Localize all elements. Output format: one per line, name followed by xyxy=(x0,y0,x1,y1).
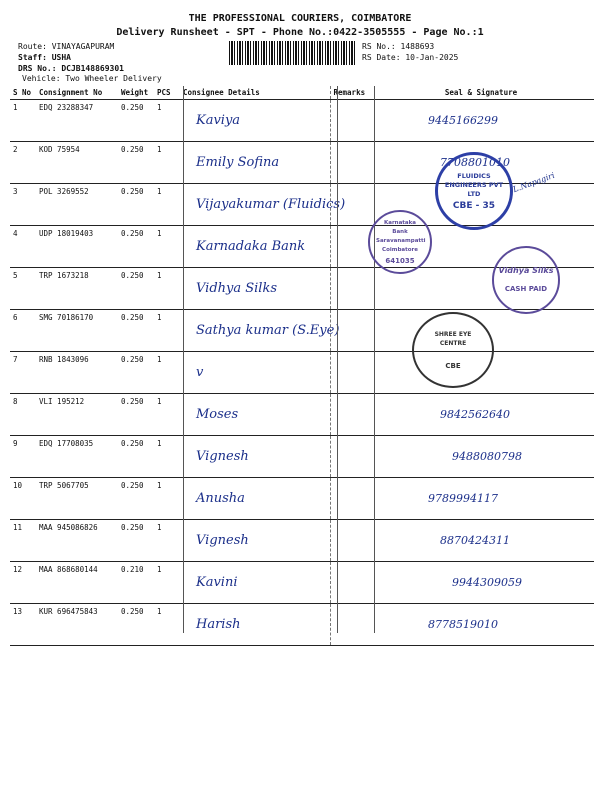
cell-remarks xyxy=(330,142,368,184)
cell-sno: 12 xyxy=(10,562,36,604)
cell-sno: 8 xyxy=(10,394,36,436)
col-header-pcs: PCS xyxy=(154,86,180,100)
cell-consignee: Vignesh xyxy=(180,520,330,562)
cell-consignee: Vidhya Silks xyxy=(180,268,330,310)
cell-weight: 0.250 xyxy=(118,310,154,352)
cell-consignment-no: UDP 18019403 xyxy=(36,226,118,268)
cell-consignee: Vignesh xyxy=(180,436,330,478)
cell-weight: 0.250 xyxy=(118,436,154,478)
cell-consignment-no: EDQ 17708035 xyxy=(36,436,118,478)
cell-remarks xyxy=(330,520,368,562)
silks-stamp-paid: CASH PAID xyxy=(504,285,548,293)
cell-signature: 9445166299 xyxy=(368,100,594,142)
cell-sno: 5 xyxy=(10,268,36,310)
cell-weight: 0.210 xyxy=(118,562,154,604)
cell-consignment-no: TRP 1673218 xyxy=(36,268,118,310)
cell-weight: 0.250 xyxy=(118,142,154,184)
bank-seal-stamp xyxy=(368,210,432,274)
cell-consignment-no: EDQ 23288347 xyxy=(36,100,118,142)
col-header-consignee: Consignee Details xyxy=(180,86,330,100)
cell-consignment-no: MAA 868680144 xyxy=(36,562,118,604)
cell-weight: 0.250 xyxy=(118,352,154,394)
cell-sno: 4 xyxy=(10,226,36,268)
cell-remarks xyxy=(330,604,368,646)
cell-sno: 1 xyxy=(10,100,36,142)
cell-pcs: 1 xyxy=(154,436,180,478)
cell-consignee: Sathya kumar (S.Eye) xyxy=(180,310,330,352)
cell-consignment-no: KUR 696475843 xyxy=(36,604,118,646)
cell-consignment-no: VLI 195212 xyxy=(36,394,118,436)
cell-remarks xyxy=(330,478,368,520)
table-row xyxy=(10,520,594,562)
cell-consignee: Moses xyxy=(180,394,330,436)
cell-pcs: 1 xyxy=(154,142,180,184)
cell-consignee: Harish xyxy=(180,604,330,646)
cell-weight: 0.250 xyxy=(118,268,154,310)
bank-stamp-text: Karnataka Bank Saravanampatti Coimbatore xyxy=(376,219,426,253)
cell-signature: 9789994117 xyxy=(368,478,594,520)
column-divider xyxy=(337,86,338,633)
silks-stamp-text: Vidhya Silks xyxy=(498,266,554,275)
barcode-image xyxy=(229,41,357,65)
cell-pcs: 1 xyxy=(154,352,180,394)
table-row xyxy=(10,436,594,478)
cell-pcs: 1 xyxy=(154,310,180,352)
cell-consignee: Anusha xyxy=(180,478,330,520)
cell-weight: 0.250 xyxy=(118,604,154,646)
cell-signature: 7708801010 xyxy=(368,142,594,184)
cell-weight: 0.250 xyxy=(118,184,154,226)
col-header-weight: Weight xyxy=(118,86,154,100)
cell-signature: 9944309059 xyxy=(368,562,594,604)
col-header-consignment: Consignment No xyxy=(36,86,118,100)
col-header-sno: S No xyxy=(10,86,36,100)
cell-consignment-no: SMG 70186170 xyxy=(36,310,118,352)
cell-weight: 0.250 xyxy=(118,226,154,268)
cell-weight: 0.250 xyxy=(118,394,154,436)
cell-signature: 9842562640 xyxy=(368,394,594,436)
cell-pcs: 1 xyxy=(154,604,180,646)
bank-stamp-code: 641035 xyxy=(385,256,415,265)
cell-consignee: v xyxy=(180,352,330,394)
cell-sno: 7 xyxy=(10,352,36,394)
eye-stamp-code: CBE xyxy=(445,361,461,370)
table-header-row xyxy=(10,86,594,100)
table-row xyxy=(10,352,594,394)
table-row xyxy=(10,394,594,436)
cell-pcs: 1 xyxy=(154,184,180,226)
table-row xyxy=(10,100,594,142)
cell-sno: 10 xyxy=(10,478,36,520)
drs-number: DRS No.: DCJB148869301 xyxy=(18,64,124,73)
fluidics-stamp-text: FLUIDICS ENGINEERS PVT LTD xyxy=(444,171,504,198)
column-divider xyxy=(374,86,375,633)
cell-consignment-no: RNB 1843096 xyxy=(36,352,118,394)
col-header-remarks: Remarks xyxy=(330,86,368,100)
column-divider xyxy=(183,86,184,633)
cell-pcs: 1 xyxy=(154,520,180,562)
fluidics-stamp-code: CBE - 35 xyxy=(452,200,496,211)
cell-consignee: Emily Sofina xyxy=(180,142,330,184)
cell-consignment-no: TRP 5067705 xyxy=(36,478,118,520)
cell-remarks xyxy=(330,436,368,478)
silks-seal-stamp xyxy=(492,246,560,314)
fluidics-seal-stamp xyxy=(435,152,513,230)
cell-remarks xyxy=(330,352,368,394)
cell-remarks xyxy=(330,100,368,142)
vehicle-label: Vehicle: Two Wheeler Delivery xyxy=(22,74,162,83)
table-row xyxy=(10,604,594,646)
route-label: Route: VINAYAGAPURAM xyxy=(18,42,115,51)
cell-pcs: 1 xyxy=(154,562,180,604)
cell-sno: 9 xyxy=(10,436,36,478)
runsheet-subtitle: Delivery Runsheet - SPT - Phone No.:0422-3505555 - Page No.:1 xyxy=(116,27,484,38)
cell-pcs: 1 xyxy=(154,100,180,142)
handwritten-annotation: L.Napagiri xyxy=(511,170,556,195)
cell-pcs: 1 xyxy=(154,268,180,310)
cell-signature: 9488080798 xyxy=(368,436,594,478)
eye-stamp-text: SHREE EYE CENTRE xyxy=(434,330,472,347)
staff-label: Staff: USHA xyxy=(18,53,71,62)
cell-sno: 2 xyxy=(10,142,36,184)
table-row xyxy=(10,310,594,352)
cell-sno: 11 xyxy=(10,520,36,562)
cell-remarks xyxy=(330,310,368,352)
cell-consignment-no: KOD 75954 xyxy=(36,142,118,184)
cell-sno: 13 xyxy=(10,604,36,646)
cell-remarks xyxy=(330,226,368,268)
rs-date: RS Date: 10-Jan-2025 xyxy=(362,53,459,62)
cell-weight: 0.250 xyxy=(118,520,154,562)
cell-signature: 8870424311 xyxy=(368,520,594,562)
cell-consignee: Karnadaka Bank xyxy=(180,226,330,268)
cell-consignment-no: MAA 945086826 xyxy=(36,520,118,562)
cell-weight: 0.250 xyxy=(118,478,154,520)
cell-consignment-no: POL 3269552 xyxy=(36,184,118,226)
col-header-signature: Seal & Signature xyxy=(368,86,594,100)
cell-remarks xyxy=(330,394,368,436)
cell-consignee: Vijayakumar (Fluidics) xyxy=(180,184,330,226)
eye-centre-seal-stamp xyxy=(412,312,494,388)
cell-consignee: Kavini xyxy=(180,562,330,604)
cell-remarks xyxy=(330,184,368,226)
cell-weight: 0.250 xyxy=(118,100,154,142)
cell-remarks xyxy=(330,562,368,604)
cell-sno: 6 xyxy=(10,310,36,352)
cell-pcs: 1 xyxy=(154,394,180,436)
cell-pcs: 1 xyxy=(154,478,180,520)
company-title: THE PROFESSIONAL COURIERS, COIMBATORE xyxy=(188,13,412,24)
cell-signature: 8778519010 xyxy=(368,604,594,646)
table-row xyxy=(10,562,594,604)
table-row xyxy=(10,478,594,520)
cell-consignee: Kaviya xyxy=(180,100,330,142)
rs-number: RS No.: 1488693 xyxy=(362,42,435,51)
cell-sno: 3 xyxy=(10,184,36,226)
cell-pcs: 1 xyxy=(154,226,180,268)
cell-remarks xyxy=(330,268,368,310)
